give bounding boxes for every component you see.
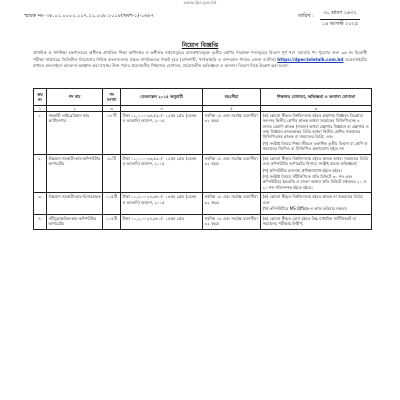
memo-number: স্মারক নং- ৩৮.০১.০০০০.১০৭.১১.০০৮.২০১৮(অংশ-১)-১৬৮৭	[24, 13, 155, 19]
date-english: ১৪ আগস্ট ২০২৫	[321, 21, 359, 27]
row-scale: টাকা ১১,০০০-২৬,৫৯০/- ১২তম গ্রেড (বেতন ও ভাতাদি) আদেশ, ২০১৫	[121, 112, 203, 154]
row-post: সাঁটমুদ্রাক্ষরিক-কাম-কম্পিউটার অপারেটর	[47, 214, 103, 229]
vacancy-table	[33, 88, 372, 230]
row-serial: ৪.	[34, 214, 47, 229]
header-age: বয়ঃসীমা	[203, 89, 261, 106]
row-count: ১০৫টি	[103, 214, 121, 229]
table-row	[34, 112, 372, 154]
date-bangla: ৩০ শ্রাবণ ১৪৩২	[320, 10, 360, 20]
requirement-item: (খ) কম্পিউটারে MS Office-এ কাজ করিবার দক্ষতা।	[262, 206, 348, 212]
requirement-item: (ক) কোনো স্বীকৃত বিশ্ববিদ্যালয় হইতে স্নাতক বা সমমানের ডিগ্রি; এবং	[262, 194, 364, 205]
table-row	[34, 193, 372, 215]
requirement-item: (ক) কোনো স্বীকৃত বিশ্ববিদ্যালয় হইতে গ্রন্থাগার বিজ্ঞানে ডিপ্লোমা সনদসহ দ্বিতীয় শ্রেণির স্নাতক অথবা সমমানের সিজিপিএসহ ৪ বৎসর মেয়াদি স্নাতক (সম্মান) অথবা গ্রন্থাগার বিজ্ঞানে বা গ্রন্থাগার ও তথ্য বিজ্ঞানে স্নাতকোত্তর ডিগ্রি অথবা দ্বিতীয় শ্রেণির সমমানের সিজিপিএসহ স্নাতক বা সমমানের ডিগ্রি; এবং	[262, 113, 369, 140]
row-count: ০৪ টি	[103, 112, 121, 154]
requirement-item: (খ) সংশ্লিষ্ট বিষয়ে শিক্ষা জীবনে একাধিক তৃতীয় বিভাগ বা শ্রেণি বা সমমানের জিপিএ বা সিজিপিএ গ্রহণযোগ্য হইবে না।	[262, 140, 368, 151]
header-post: পদ নাম	[47, 89, 103, 106]
requirement-item: (ক) কোনো স্বীকৃত বোর্ড হইতে উচ্চ মাধ্যমিক সার্টিফিকেট বা সমমানের পরীক্ষায় উত্তীর্ণ;	[262, 215, 356, 227]
row-age: সর্বনিম্ন ১৮ এবং সর্বোচ্চ বয়সসীমা ৩২ বছর।	[203, 154, 261, 193]
header-serial: ক্রম নং	[34, 89, 47, 106]
column-number: ৬	[261, 106, 372, 112]
requirement-item: (ক) কোনো স্বীকৃত বিশ্ববিদ্যালয় হইতে স্নাতক অথবা সমমানের ডিগ্রি এবং কম্পিউটার অপারেটর হিসাবে সংশ্লিষ্ট কাজে অভিজ্ঞতা;	[262, 155, 368, 166]
row-requirements	[261, 214, 372, 229]
table-header-row	[34, 89, 372, 106]
column-number: ৫	[203, 106, 261, 112]
row-age: সর্বনিম্ন ১৮ এবং সর্বোচ্চ বয়সসীমা ৩২ বছর।	[203, 112, 261, 154]
table-row	[34, 214, 372, 229]
row-requirements	[261, 193, 372, 215]
column-number: ১	[34, 106, 47, 112]
row-count: ৩১টি	[103, 154, 121, 193]
intro-text-part1: প্রাথমিক ও গণশিক্ষা মন্ত্রণালয়ের অধীনস্থ প্রাথমিক শিক্ষা অধিদপ্তর ও অধীনস্থ দপ্তরসমূহের রাজস্বখাতভুক্ত তৃতীয় শ্রেণির নিম্নোক্ত পদসমূহের বিবরণ পূর্ণ পদে সরাসরি পদ পূরণের জন্য ৩৬ নং বিরোধী পরীক্ষা সার্ভারের ডিজিটাল নিয়োগের নিমিত্ত বাংলাদেশের প্রকৃত নাগরিকদের নিকট হতে (রাজশাহী, খাগড়াছড়ি ও বান্দরবান পার্বত্য জেলা ব্যতীত)	[33, 50, 367, 62]
header-count: পদ সংখ্যা	[103, 89, 121, 106]
header-requirements: শিক্ষাগত যোগ্যতা, অভিজ্ঞতা ও অন্যান্য যোগ্যতা	[261, 89, 372, 106]
header-scale: বেতনস্কেল ২০১৫ অনুযায়ী	[121, 89, 203, 106]
row-post: উচ্চমান সহকারী-কাম-হিসাবরক্ষক	[47, 193, 103, 215]
row-age: সর্বনিম্ন ১৮ এবং সর্বোচ্চ বয়সসীমা ৩২ বছর।	[203, 214, 261, 229]
row-requirements	[261, 154, 372, 193]
table-row	[34, 154, 372, 193]
column-number: ২	[47, 106, 103, 112]
row-scale: টাকা ১০,২০০-২৪,৬৮০/- ১৪তম গ্রেড (বেতন ও ভাতাদি) আদেশ, ২০১৫	[121, 193, 203, 215]
row-requirements	[261, 112, 372, 154]
requirement-item: (খ) কম্পিউটার চালনায় প্রশিক্ষণপ্রাপ্ত হইতে হইবে।	[262, 167, 342, 173]
column-number: ৩	[103, 106, 121, 112]
requirement-item: (গ) সংশ্লিষ্ট বিষয়ে সাঁটলিপিতে প্রতি মিনিটে ৩০ শব্দ এবং কম্পিউটারে ইংরেজি ও বাংলা ভাষায় প্রতি মিনিটে যথাক্রমে ২০ ও ২০ শব্দ গতিসম্পন্ন হইতে হইবে।	[262, 174, 367, 190]
column-number: ৪	[121, 106, 203, 112]
date-block	[320, 10, 360, 29]
header-url[interactable]: www.dpe.gov.bd	[183, 0, 217, 5]
row-serial: ১.	[34, 112, 47, 154]
row-serial: ৩.	[34, 193, 47, 215]
intro-text-part2: ওয়েবসাইটের মাধ্যমে অনলাইনে আবেদন আহ্বান করা যাচ্ছে। উক্ত পদের প্রয়োজনীয় শিক্ষাগত যোগ্যতা, প্রয়োজনীয় অভিজ্ঞতা ও অন্যান্য বিবরণ নিম্নে উল্লেখ করা হলো:	[33, 56, 367, 69]
row-post: উচ্চমান সহকারী-কাম-কম্পিউটার অপারেটর	[47, 154, 103, 193]
row-serial: ২.	[34, 154, 47, 193]
row-scale: টাকা ১০,২০০-২৪,৬৮০/- ১৪তম গ্রেড	[121, 214, 203, 229]
row-scale: টাকা ১১,০০০-২৬,৫৯০/- ১২তম গ্রেড (বেতন ও ভাতাদি) আদেশ, ২০১৫	[121, 154, 203, 193]
row-count: ১১৫টি	[103, 193, 121, 215]
application-link[interactable]: https://dper.teletalk.com.bd	[277, 56, 344, 62]
notice-title: নিয়োগ বিজ্ঞপ্তি	[181, 42, 219, 49]
notice-intro	[33, 50, 367, 70]
row-age: সর্বনিম্ন ১৮ এবং সর্বোচ্চ বয়সসীমা ৩২ বছর।	[203, 193, 261, 215]
row-post: সহকারী লাইব্রেরিয়ান কাম ক্যাটালগার	[47, 112, 103, 154]
date-label: তারিখ :	[298, 13, 314, 19]
